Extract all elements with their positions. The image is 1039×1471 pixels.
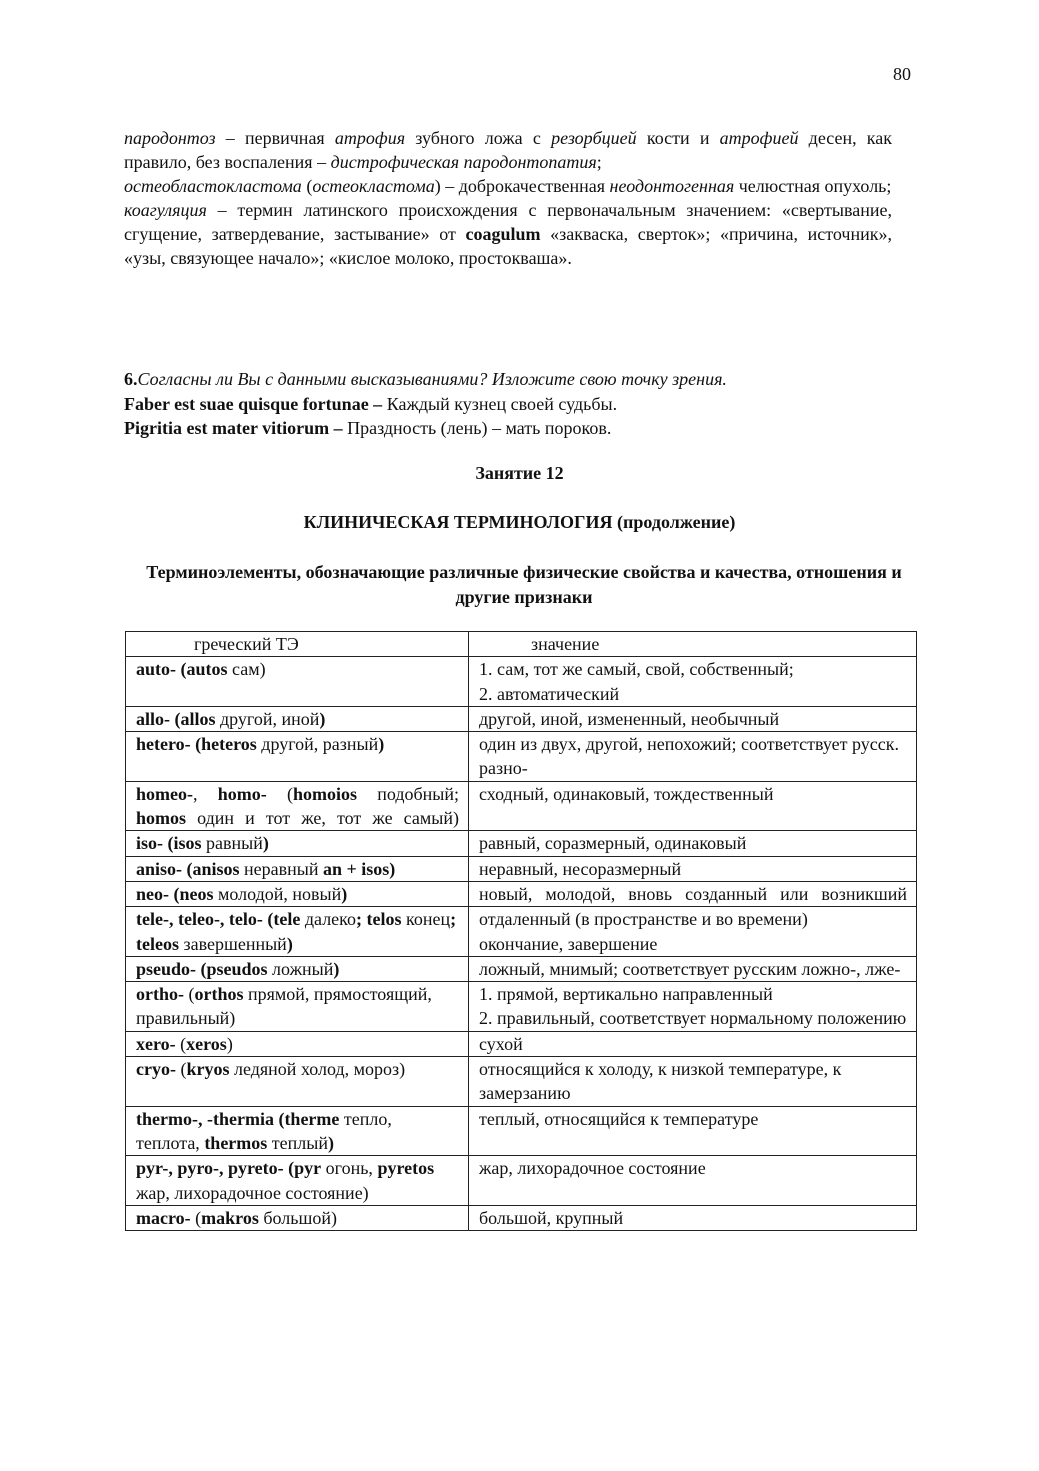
bold-term: orthos bbox=[194, 984, 244, 1005]
meaning-line: равный, соразмерный, одинаковый bbox=[479, 833, 747, 854]
table-row bbox=[126, 856, 917, 881]
text-segment: теплый bbox=[267, 1132, 328, 1153]
proverb-latin: Faber est suae quisque fortunae – bbox=[124, 393, 383, 414]
text-segment: зубного ложа с bbox=[405, 128, 552, 148]
definition-paragraph bbox=[124, 174, 892, 198]
text-segment: десен, как правило, без воспаления – bbox=[124, 128, 892, 172]
table-row bbox=[126, 1057, 917, 1107]
bold-term: macro- bbox=[136, 1207, 191, 1228]
term-cell bbox=[126, 831, 469, 856]
column-header-meaning bbox=[469, 632, 917, 657]
meaning-line: 2. автоматический bbox=[479, 683, 620, 704]
meaning-cell bbox=[469, 1031, 917, 1056]
meaning-cell bbox=[469, 982, 917, 1032]
italic-term: остеокластома bbox=[312, 176, 435, 196]
text-segment: один и тот же, тот же самый) bbox=[186, 808, 459, 829]
text-segment: жар, лихорадочное состояние) bbox=[136, 1182, 369, 1203]
bold-term: homeo- bbox=[136, 783, 193, 804]
text-segment: другой, иной bbox=[215, 708, 320, 729]
bold-term: xero- bbox=[136, 1033, 176, 1054]
text-segment: тепло, теплота, bbox=[136, 1108, 392, 1153]
term-cell bbox=[126, 982, 469, 1032]
meaning-cell bbox=[469, 706, 917, 731]
meaning-line: большой, крупный bbox=[479, 1207, 624, 1228]
bold-term: an + isos) bbox=[323, 858, 396, 879]
meaning-line: новый, молодой, вновь созданный или возникший bbox=[479, 883, 907, 904]
proverb-line bbox=[124, 416, 914, 441]
text-segment: – первичная bbox=[215, 128, 335, 148]
term-cell bbox=[126, 1057, 469, 1107]
definitions-block bbox=[124, 126, 892, 270]
table-row bbox=[126, 881, 917, 906]
meaning-line: 2. правильный, соответствует нормальному положению bbox=[479, 1008, 907, 1029]
bold-term: ) bbox=[262, 833, 269, 854]
bold-term: kryos bbox=[186, 1059, 230, 1080]
bold-term: pyretos bbox=[377, 1158, 435, 1179]
meaning-line: теплый, относящийся к температуре bbox=[479, 1108, 759, 1129]
text-segment: молодой, новый bbox=[213, 883, 342, 904]
column-header-meaning-label: значение bbox=[531, 634, 600, 654]
table-subheading: Терминоэлементы, обозначающие различные физические свойства и качества, отношения и другие признаки bbox=[146, 562, 902, 607]
meaning-cell bbox=[469, 1156, 917, 1206]
proverb-translation: Праздность (лень) – мать пороков. bbox=[342, 418, 612, 438]
page-number: 80 bbox=[893, 64, 911, 84]
text-segment: ) – доброкачественная bbox=[434, 176, 610, 196]
table-row bbox=[126, 1205, 917, 1230]
term-cell bbox=[126, 881, 469, 906]
exercise-question: Согласны ли Вы с данными высказываниями? Изложите свою точку зрения. bbox=[137, 369, 727, 389]
meaning-cell bbox=[469, 907, 917, 957]
italic-term: дистрофическая пародонтопатия bbox=[330, 152, 597, 172]
text-segment: другой, разный bbox=[256, 734, 379, 755]
proverb-line bbox=[124, 392, 914, 417]
meaning-cell bbox=[469, 831, 917, 856]
bold-term: ) bbox=[286, 933, 293, 954]
exercise-prompt bbox=[124, 367, 914, 392]
text-segment: конец bbox=[401, 909, 451, 930]
text-segment: ( bbox=[266, 783, 293, 804]
proverb-latin: Pigritia est mater vitiorum – bbox=[124, 418, 343, 438]
bold-term: tele-, teleo-, telo- (tele bbox=[136, 909, 301, 930]
table-header-row bbox=[126, 632, 917, 657]
meaning-line: окончание, завершение bbox=[479, 933, 658, 954]
bold-term: ortho- bbox=[136, 984, 184, 1005]
text-segment: сам) bbox=[227, 659, 266, 680]
exercise-number: 6. bbox=[124, 369, 138, 389]
italic-term: атрофия bbox=[334, 128, 406, 148]
meaning-cell bbox=[469, 1106, 917, 1156]
meaning-cell bbox=[469, 856, 917, 881]
meaning-line: ложный, мнимый; соответствует русским ложно-, лже- bbox=[479, 958, 901, 979]
bold-term: makros bbox=[201, 1207, 259, 1228]
bold-term: thermo-, -thermia (therme bbox=[136, 1108, 340, 1129]
meaning-line: другой, иной, измененный, необычный bbox=[479, 708, 780, 729]
term-cell bbox=[126, 907, 469, 957]
italic-term: пародонтоз bbox=[124, 128, 216, 148]
table-row bbox=[126, 982, 917, 1032]
table-row bbox=[126, 1031, 917, 1056]
meaning-line: жар, лихорадочное состояние bbox=[479, 1158, 706, 1179]
meaning-line: отдаленный (в пространстве и во времени) bbox=[479, 909, 808, 930]
term-cell bbox=[126, 1106, 469, 1156]
bold-term: ; telos bbox=[356, 909, 402, 930]
bold-term: thermos bbox=[204, 1132, 268, 1153]
bold-term: aniso- (anisos bbox=[136, 858, 240, 879]
meaning-line: 1. прямой, вертикально направленный bbox=[479, 984, 773, 1005]
meaning-cell bbox=[469, 956, 917, 981]
text-segment: ложный bbox=[267, 958, 334, 979]
bold-term: iso- (isos bbox=[136, 833, 202, 854]
bold-term: ) bbox=[319, 708, 326, 729]
meaning-line: относящийся к холоду, к низкой температуре, к замерзанию bbox=[479, 1059, 842, 1104]
text-segment: равный bbox=[201, 833, 263, 854]
bold-term: hetero- (heteros bbox=[136, 734, 257, 755]
term-cell bbox=[126, 956, 469, 981]
text-segment: ; bbox=[596, 152, 602, 172]
meaning-line: 1. сам, тот же самый, свой, собственный; bbox=[479, 659, 794, 680]
lesson-title: Занятие 12 bbox=[475, 463, 564, 483]
text-segment: неравный bbox=[239, 858, 324, 879]
text-segment: челюстная опухоль; bbox=[734, 176, 892, 196]
bold-term: ) bbox=[341, 883, 348, 904]
meaning-cell bbox=[469, 1057, 917, 1107]
meaning-line: сходный, одинаковый, тождественный bbox=[479, 783, 774, 804]
text-segment: огонь, bbox=[321, 1158, 378, 1179]
text-segment: ( bbox=[175, 1059, 187, 1080]
text-segment: кости и bbox=[636, 128, 720, 148]
section-title-main: КЛИНИЧЕСКАЯ ТЕРМИНОЛОГИЯ bbox=[303, 512, 613, 532]
text-segment: ( bbox=[301, 176, 313, 196]
text-segment: подобный; bbox=[356, 783, 460, 804]
text-segment: , bbox=[193, 783, 218, 804]
term-elements-table bbox=[125, 631, 917, 1231]
meaning-line: неравный, несоразмерный bbox=[479, 858, 682, 879]
table-row bbox=[126, 956, 917, 981]
meaning-cell bbox=[469, 732, 917, 782]
bold-term: auto- (autos bbox=[136, 659, 228, 680]
bold-term: homoios bbox=[292, 783, 357, 804]
text-segment: ( bbox=[184, 984, 195, 1005]
text-segment: – термин латинского происхождения с первоначальным значением: «свертывание, сгущение, затвердевание, застывание» от bbox=[124, 200, 892, 244]
bold-term: coagulum bbox=[465, 224, 541, 244]
term-cell bbox=[126, 657, 469, 707]
table-row bbox=[126, 831, 917, 856]
text-segment: далеко bbox=[300, 909, 356, 930]
italic-term: остеобластокластома bbox=[124, 176, 302, 196]
meaning-line: один из двух, другой, непохожий; соответствует русск. разно- bbox=[479, 734, 899, 779]
text-segment: «закваска, сверток»; «причина, источник», «узы, связующее начало»; «кислое молоко, простокваша». bbox=[124, 224, 892, 268]
meaning-line: сухой bbox=[479, 1033, 523, 1054]
italic-term: неодонтогенная bbox=[609, 176, 735, 196]
column-header-term bbox=[126, 632, 469, 657]
term-cell bbox=[126, 1156, 469, 1206]
table-row bbox=[126, 781, 917, 831]
term-cell bbox=[126, 732, 469, 782]
table-row bbox=[126, 907, 917, 957]
table-row bbox=[126, 1106, 917, 1156]
italic-term: коагуляция bbox=[124, 200, 207, 220]
italic-term: резорбцией bbox=[551, 128, 637, 148]
term-cell bbox=[126, 706, 469, 731]
text-segment: ( bbox=[175, 1033, 187, 1054]
table-row bbox=[126, 706, 917, 731]
bold-term: ) bbox=[333, 958, 340, 979]
meaning-cell bbox=[469, 881, 917, 906]
definition-paragraph bbox=[124, 198, 892, 270]
text-segment: ) bbox=[226, 1033, 233, 1054]
text-segment: завершенный bbox=[178, 933, 287, 954]
exercise-block bbox=[124, 367, 914, 441]
bold-term: ) bbox=[328, 1132, 334, 1153]
column-header-term-label: греческий ТЭ bbox=[194, 634, 299, 654]
term-cell bbox=[126, 856, 469, 881]
table-row bbox=[126, 1156, 917, 1206]
term-cell bbox=[126, 1205, 469, 1230]
section-title-note: (продолжение) bbox=[612, 512, 736, 532]
table-row bbox=[126, 657, 917, 707]
italic-term: атрофией bbox=[719, 128, 799, 148]
table-row bbox=[126, 732, 917, 782]
bold-term: allo- (allos bbox=[136, 708, 216, 729]
text-segment: прямой, прямостоящий, правильный) bbox=[136, 984, 432, 1029]
bold-term: homo- bbox=[217, 783, 267, 804]
proverb-translation: Каждый кузнец своей судьбы. bbox=[382, 393, 618, 414]
bold-term: ; teleos bbox=[136, 909, 457, 954]
bold-term: homos bbox=[136, 808, 187, 829]
term-cell bbox=[126, 1031, 469, 1056]
bold-term: xeros bbox=[186, 1033, 227, 1054]
definition-paragraph bbox=[124, 126, 892, 174]
text-segment: ледяной холод, мороз) bbox=[229, 1059, 406, 1080]
bold-term: neo- (neos bbox=[136, 883, 214, 904]
bold-term: ) bbox=[378, 734, 385, 755]
meaning-cell bbox=[469, 781, 917, 831]
meaning-cell bbox=[469, 1205, 917, 1230]
bold-term: cryo- bbox=[136, 1059, 176, 1080]
bold-term: pseudo- (pseudos bbox=[136, 958, 268, 979]
bold-term: pyr-, pyro-, pyreto- (pyr bbox=[136, 1158, 322, 1179]
term-cell bbox=[126, 781, 469, 831]
text-segment: ( bbox=[190, 1207, 202, 1228]
section-title bbox=[0, 512, 1039, 533]
meaning-cell bbox=[469, 657, 917, 707]
text-segment: большой) bbox=[258, 1207, 337, 1228]
